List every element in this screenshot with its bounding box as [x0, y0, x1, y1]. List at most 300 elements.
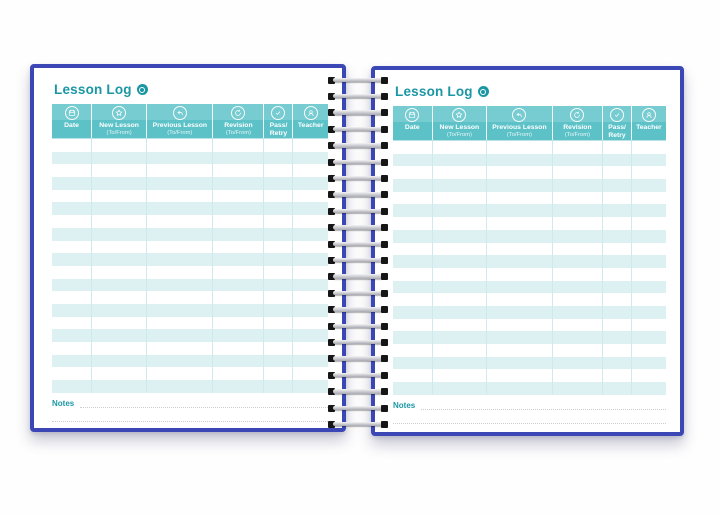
column-header-date — [52, 104, 92, 138]
punch-hole — [381, 93, 388, 100]
table-cell — [487, 179, 553, 192]
table-cell — [92, 355, 147, 368]
table-row — [393, 382, 666, 395]
table-cell — [264, 380, 293, 393]
coil-wire — [333, 78, 383, 83]
punch-hole — [381, 126, 388, 133]
table-cell — [433, 382, 488, 395]
punch-hole — [381, 241, 388, 248]
table-cell — [393, 319, 433, 332]
table-cell — [92, 317, 147, 330]
table-cell — [213, 241, 264, 254]
table-row — [52, 152, 328, 165]
column-header-new-lesson — [433, 106, 488, 140]
spiral-coil — [328, 207, 388, 215]
table-cell — [293, 279, 328, 292]
spiral-binding — [328, 64, 388, 438]
table-cell — [52, 215, 92, 228]
table-cell — [147, 291, 213, 304]
table-cell — [487, 166, 553, 179]
lesson-log-table — [52, 104, 328, 393]
notes-dotted-line — [52, 408, 328, 422]
table-cell — [603, 369, 632, 382]
column-label: New Lesson — [439, 124, 480, 131]
column-header-revision — [213, 104, 264, 138]
punch-hole — [381, 257, 388, 264]
table-cell — [293, 291, 328, 304]
table-cell — [603, 382, 632, 395]
table-cell — [92, 164, 147, 177]
table-cell — [147, 317, 213, 330]
table-cell — [213, 177, 264, 190]
reply-arrow-icon — [173, 106, 187, 120]
table-cell — [632, 268, 666, 281]
table-cell — [52, 241, 92, 254]
table-body — [393, 140, 666, 395]
column-sublabel: (To/From) — [564, 131, 590, 138]
table-cell — [553, 281, 604, 294]
check-icon — [271, 106, 285, 120]
table-cell — [393, 382, 433, 395]
table-cell — [293, 139, 328, 152]
table-cell — [603, 306, 632, 319]
coil-wire — [333, 209, 383, 214]
table-cell — [603, 179, 632, 192]
table-cell — [553, 331, 604, 344]
table-cell — [433, 204, 488, 217]
punch-hole — [381, 191, 388, 198]
spiral-coil — [328, 142, 388, 150]
table-row — [52, 202, 328, 215]
spiral-coil — [328, 174, 388, 182]
table-cell — [293, 164, 328, 177]
table-row — [393, 243, 666, 256]
table-row — [52, 317, 328, 330]
circled-ring-badge-icon — [137, 84, 148, 95]
column-label: Teacher — [636, 124, 662, 131]
column-label: Revision — [224, 122, 253, 129]
table-row — [393, 166, 666, 179]
column-header-previous-lesson — [147, 104, 213, 138]
table-row — [52, 355, 328, 368]
table-cell — [264, 241, 293, 254]
table-cell — [293, 253, 328, 266]
table-cell — [632, 243, 666, 256]
table-cell — [264, 202, 293, 215]
table-cell — [52, 380, 92, 393]
table-cell — [553, 293, 604, 306]
table-header-row — [393, 106, 666, 140]
table-cell — [264, 266, 293, 279]
table-cell — [92, 152, 147, 165]
table-cell — [393, 166, 433, 179]
coil-wire — [333, 176, 383, 181]
coil-wire — [333, 406, 383, 411]
table-cell — [632, 344, 666, 357]
column-header-pass-retry — [603, 106, 632, 140]
table-cell — [92, 342, 147, 355]
table-cell — [293, 190, 328, 203]
table-cell — [487, 331, 553, 344]
table-cell — [92, 177, 147, 190]
table-row — [52, 342, 328, 355]
table-cell — [293, 215, 328, 228]
notebook-page-left — [30, 64, 346, 432]
table-cell — [393, 344, 433, 357]
person-icon — [304, 106, 318, 120]
table-cell — [433, 179, 488, 192]
table-cell — [147, 152, 213, 165]
table-cell — [393, 306, 433, 319]
punch-hole — [381, 355, 388, 362]
table-row — [52, 367, 328, 380]
table-cell — [147, 215, 213, 228]
table-cell — [632, 192, 666, 205]
table-cell — [264, 329, 293, 342]
table-cell — [52, 253, 92, 266]
table-cell — [147, 355, 213, 368]
coil-wire — [333, 307, 383, 312]
table-cell — [632, 141, 666, 154]
table-cell — [632, 382, 666, 395]
spiral-coil — [328, 273, 388, 281]
table-cell — [632, 255, 666, 268]
table-cell — [553, 166, 604, 179]
table-cell — [92, 215, 147, 228]
spiral-coil — [328, 125, 388, 133]
table-cell — [393, 154, 433, 167]
table-cell — [213, 253, 264, 266]
page-title-row — [54, 82, 328, 97]
table-cell — [632, 319, 666, 332]
table-cell — [52, 329, 92, 342]
table-cell — [487, 243, 553, 256]
punch-hole — [381, 306, 388, 313]
table-row — [52, 253, 328, 266]
spiral-coil — [328, 371, 388, 379]
table-cell — [213, 266, 264, 279]
table-cell — [603, 192, 632, 205]
table-cell — [52, 342, 92, 355]
column-label: Teacher — [297, 122, 324, 129]
coil-wire — [333, 356, 383, 361]
punch-hole — [381, 388, 388, 395]
table-cell — [393, 268, 433, 281]
table-row — [52, 380, 328, 393]
table-cell — [553, 179, 604, 192]
calendar-icon — [65, 106, 79, 120]
table-cell — [632, 293, 666, 306]
table-cell — [147, 380, 213, 393]
coil-wire — [333, 373, 383, 378]
table-cell — [92, 253, 147, 266]
table-cell — [147, 164, 213, 177]
star-icon — [112, 106, 126, 120]
coil-wire — [333, 225, 383, 230]
punch-hole — [381, 175, 388, 182]
table-cell — [603, 141, 632, 154]
table-cell — [393, 331, 433, 344]
table-cell — [393, 281, 433, 294]
table-cell — [92, 266, 147, 279]
coil-wire — [333, 127, 383, 132]
table-cell — [553, 306, 604, 319]
circled-ring-badge-icon — [478, 86, 489, 97]
punch-hole — [381, 159, 388, 166]
table-cell — [52, 164, 92, 177]
table-row — [393, 179, 666, 192]
table-cell — [147, 228, 213, 241]
table-cell — [553, 192, 604, 205]
table-row — [52, 279, 328, 292]
table-cell — [293, 304, 328, 317]
notes-label: Notes — [52, 398, 75, 408]
table-cell — [433, 281, 488, 294]
column-label: Pass/ Retry — [269, 122, 288, 137]
calendar-icon — [405, 108, 419, 122]
table-cell — [487, 204, 553, 217]
punch-hole — [381, 142, 388, 149]
punch-hole — [381, 77, 388, 84]
table-cell — [293, 367, 328, 380]
table-row — [393, 306, 666, 319]
coil-wire — [333, 94, 383, 99]
table-cell — [213, 190, 264, 203]
table-cell — [147, 177, 213, 190]
spiral-coil — [328, 224, 388, 232]
table-cell — [293, 202, 328, 215]
table-cell — [603, 281, 632, 294]
spiral-coil — [328, 322, 388, 330]
table-cell — [632, 179, 666, 192]
table-cell — [52, 177, 92, 190]
table-cell — [213, 317, 264, 330]
table-cell — [393, 204, 433, 217]
table-cell — [632, 154, 666, 167]
table-cell — [147, 253, 213, 266]
column-sublabel: (To/From) — [506, 131, 532, 138]
table-cell — [52, 228, 92, 241]
column-label: Previous Lesson — [152, 122, 208, 129]
table-row — [393, 281, 666, 294]
table-cell — [487, 255, 553, 268]
table-cell — [632, 306, 666, 319]
column-sublabel: (To/From) — [167, 129, 193, 136]
table-cell — [92, 190, 147, 203]
table-cell — [213, 228, 264, 241]
star-icon — [452, 108, 466, 122]
table-cell — [603, 217, 632, 230]
table-cell — [293, 329, 328, 342]
table-cell — [92, 367, 147, 380]
table-cell — [52, 317, 92, 330]
table-row — [393, 217, 666, 230]
column-sublabel: (To/From) — [225, 129, 252, 136]
spiral-coil — [328, 158, 388, 166]
table-cell — [213, 164, 264, 177]
column-label: Date — [64, 122, 79, 129]
table-cell — [147, 329, 213, 342]
table-row — [393, 293, 666, 306]
coil-wire — [333, 192, 383, 197]
table-cell — [147, 304, 213, 317]
table-cell — [487, 154, 553, 167]
table-cell — [264, 317, 293, 330]
table-cell — [393, 141, 433, 154]
table-cell — [433, 217, 488, 230]
coil-wire — [333, 274, 383, 279]
table-row — [393, 268, 666, 281]
table-cell — [213, 355, 264, 368]
page-content — [34, 68, 342, 428]
column-label: Date — [404, 124, 420, 131]
table-cell — [264, 304, 293, 317]
notes-dotted-line — [393, 410, 666, 424]
table-cell — [293, 177, 328, 190]
table-row — [52, 304, 328, 317]
table-cell — [603, 357, 632, 370]
table-cell — [632, 357, 666, 370]
table-cell — [393, 192, 433, 205]
table-cell — [293, 317, 328, 330]
column-header-teacher — [293, 104, 328, 138]
table-cell — [487, 369, 553, 382]
table-row — [393, 344, 666, 357]
person-icon — [642, 108, 656, 122]
table-cell — [264, 152, 293, 165]
column-label: Previous Lesson — [492, 124, 547, 131]
table-cell — [393, 369, 433, 382]
column-header-teacher — [632, 106, 666, 140]
coil-wire — [333, 110, 383, 115]
table-cell — [147, 241, 213, 254]
table-row — [52, 329, 328, 342]
spiral-coil — [328, 240, 388, 248]
table-cell — [293, 266, 328, 279]
spiral-coil — [328, 256, 388, 264]
table-cell — [147, 342, 213, 355]
table-cell — [92, 228, 147, 241]
table-cell — [264, 177, 293, 190]
table-cell — [433, 255, 488, 268]
table-row — [52, 177, 328, 190]
table-cell — [147, 190, 213, 203]
table-cell — [52, 202, 92, 215]
table-cell — [553, 141, 604, 154]
table-cell — [213, 380, 264, 393]
table-cell — [603, 331, 632, 344]
table-cell — [147, 266, 213, 279]
column-sublabel: (To/From) — [446, 131, 472, 138]
table-cell — [487, 357, 553, 370]
table-cell — [213, 279, 264, 292]
table-row — [393, 255, 666, 268]
table-cell — [264, 164, 293, 177]
punch-hole — [381, 208, 388, 215]
table-cell — [433, 230, 488, 243]
punch-hole — [381, 224, 388, 231]
column-label: Pass/ Retry — [608, 124, 626, 139]
table-cell — [213, 304, 264, 317]
table-cell — [213, 215, 264, 228]
table-row — [393, 319, 666, 332]
table-cell — [487, 268, 553, 281]
page-title: Lesson Log — [395, 84, 473, 99]
table-cell — [603, 319, 632, 332]
table-cell — [92, 329, 147, 342]
table-cell — [553, 243, 604, 256]
table-cell — [293, 380, 328, 393]
table-cell — [433, 369, 488, 382]
table-cell — [553, 230, 604, 243]
table-cell — [147, 202, 213, 215]
table-cell — [92, 202, 147, 215]
table-cell — [264, 342, 293, 355]
table-row — [52, 291, 328, 304]
spiral-coil — [328, 109, 388, 117]
table-cell — [293, 228, 328, 241]
table-cell — [487, 344, 553, 357]
spiral-coil — [328, 76, 388, 84]
table-cell — [632, 281, 666, 294]
reply-arrow-icon — [512, 108, 526, 122]
notes-dotted-line — [421, 402, 666, 410]
table-row — [393, 369, 666, 382]
table-cell — [264, 190, 293, 203]
column-header-new-lesson — [92, 104, 147, 138]
table-cell — [553, 319, 604, 332]
spiral-coil — [328, 289, 388, 297]
table-cell — [632, 230, 666, 243]
table-cell — [213, 342, 264, 355]
spiral-coil — [328, 404, 388, 412]
table-row — [52, 139, 328, 152]
column-sublabel: (To/From) — [106, 129, 132, 136]
table-cell — [393, 357, 433, 370]
punch-hole — [381, 372, 388, 379]
table-cell — [433, 344, 488, 357]
table-cell — [92, 241, 147, 254]
punch-hole — [381, 339, 388, 346]
table-cell — [52, 355, 92, 368]
punch-hole — [381, 421, 388, 428]
refresh-icon — [231, 106, 245, 120]
table-cell — [487, 293, 553, 306]
table-cell — [553, 217, 604, 230]
table-cell — [52, 190, 92, 203]
table-row — [393, 141, 666, 154]
table-cell — [393, 230, 433, 243]
column-label: New Lesson — [99, 122, 139, 129]
table-cell — [433, 357, 488, 370]
table-cell — [433, 243, 488, 256]
table-cell — [393, 243, 433, 256]
coil-wire — [333, 258, 383, 263]
punch-hole — [381, 323, 388, 330]
table-cell — [213, 367, 264, 380]
table-cell — [603, 204, 632, 217]
table-cell — [147, 139, 213, 152]
table-cell — [487, 141, 553, 154]
table-cell — [603, 230, 632, 243]
table-cell — [293, 342, 328, 355]
table-cell — [487, 306, 553, 319]
table-cell — [603, 166, 632, 179]
table-cell — [264, 139, 293, 152]
table-cell — [433, 166, 488, 179]
table-row — [393, 154, 666, 167]
notes-row — [52, 400, 328, 408]
